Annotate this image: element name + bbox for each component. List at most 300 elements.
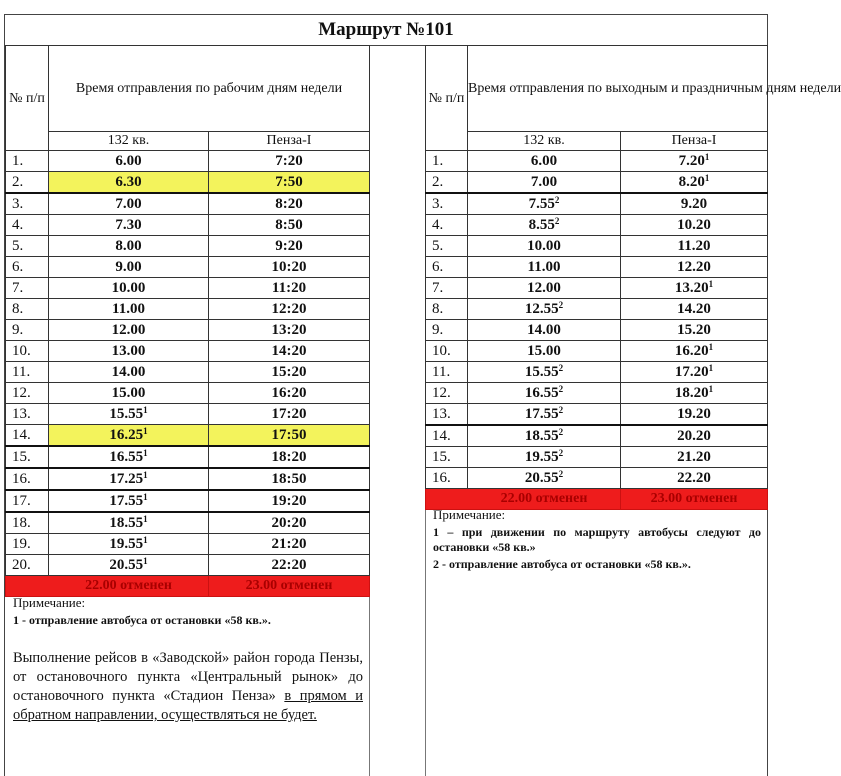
- departure-132kv: [468, 278, 621, 299]
- row-number-value: 9.: [12, 321, 24, 338]
- row-number: [6, 362, 49, 383]
- row-number-value: 9.: [432, 321, 444, 338]
- schedule-row: [426, 172, 768, 194]
- departure-penza: [621, 404, 768, 426]
- row-number-value: 10.: [12, 342, 31, 359]
- departure-penza: [209, 446, 370, 468]
- departure-132kv-value: 11.00: [112, 300, 145, 317]
- departure-132kv: [49, 425, 209, 447]
- departure-penza: [209, 425, 370, 447]
- departure-132kv-value: 6.30: [115, 173, 142, 190]
- row-number: [426, 257, 468, 278]
- departure-penza: [209, 193, 370, 215]
- cancelled-blank: [6, 576, 49, 597]
- departure-132kv-value: 17.55: [109, 492, 144, 509]
- schedule-row: [426, 278, 768, 299]
- departure-132kv: [468, 215, 621, 236]
- departure-penza-value: 10.20: [677, 216, 711, 233]
- departure-penza-value: 19:20: [271, 492, 307, 509]
- departure-132kv-value: 17.25: [109, 470, 144, 487]
- departure-penza: [209, 341, 370, 362]
- departure-132kv-value: 8.00: [115, 237, 142, 254]
- departure-penza-value: 22.20: [677, 469, 711, 486]
- departure-132kv-value: 18.55: [524, 427, 559, 444]
- footnote-mark: 2: [558, 299, 564, 310]
- departure-penza-value: 15.20: [677, 321, 711, 338]
- departure-penza: [621, 151, 768, 172]
- departure-penza-value: 16:20: [271, 384, 307, 401]
- departure-penza: [209, 404, 370, 425]
- row-number-value: 10.: [432, 342, 451, 359]
- departure-132kv: [49, 257, 209, 278]
- schedule-row: [6, 404, 370, 425]
- weekday-table: [5, 45, 370, 597]
- row-number: [6, 299, 49, 320]
- schedule-row: [6, 320, 370, 341]
- departure-132kv-value: 16.55: [109, 448, 144, 465]
- row-number: [6, 425, 49, 447]
- row-number: [426, 299, 468, 320]
- row-number-value: 11.: [12, 363, 31, 380]
- row-number-value: 6.: [12, 258, 24, 275]
- row-number-value: 1.: [432, 152, 444, 169]
- departure-132kv: [49, 299, 209, 320]
- departure-132kv-value: 14.00: [111, 363, 146, 380]
- departure-penza-value: 21.20: [677, 448, 711, 465]
- row-number: [426, 172, 468, 194]
- schedule-row: [6, 172, 370, 194]
- row-number: [426, 278, 468, 299]
- departure-penza: [209, 257, 370, 278]
- row-number: [426, 362, 468, 383]
- stop-132kv-header: 132 кв.: [468, 132, 621, 151]
- footnote-mark: 1: [143, 469, 148, 480]
- route-notice-paragraph: [13, 649, 363, 725]
- schedule-row: [426, 383, 768, 404]
- schedule-row: [6, 299, 370, 320]
- departure-132kv: [49, 555, 209, 576]
- departure-penza-value: 14:20: [271, 342, 307, 359]
- schedule-row: [426, 193, 768, 215]
- departure-penza: [209, 299, 370, 320]
- departure-penza-value: 12.20: [677, 258, 711, 275]
- row-number: [6, 151, 49, 172]
- notice-underlined-text: в прямом и обратном направлении, осуществляться не будет.: [13, 688, 363, 723]
- departure-penza-value: 21:20: [271, 535, 307, 552]
- departure-132kv: [468, 404, 621, 426]
- departure-132kv: [468, 236, 621, 257]
- row-number-value: 19.: [12, 535, 31, 552]
- row-number-value: 8.: [12, 300, 24, 317]
- departure-penza: [621, 257, 768, 278]
- footnote-mark: 1: [708, 383, 714, 394]
- schedule-row: [6, 193, 370, 215]
- footnote-mark: 1: [708, 278, 714, 289]
- stop-132kv-header: 132 кв.: [49, 132, 209, 151]
- row-number: [6, 172, 49, 194]
- row-number: [426, 404, 468, 426]
- row-number-value: 15.: [432, 448, 451, 465]
- row-number-value: 6.: [432, 258, 444, 275]
- schedule-row: [6, 362, 370, 383]
- departure-penza-value: 20.20: [677, 427, 711, 444]
- departure-penza-value: 7:50: [275, 173, 303, 190]
- departure-132kv: [49, 215, 209, 236]
- notice-text: Выполнение рейсов в «Заводской» район города Пензы, от остановочного пункта «Центральный рынок» до остановочного пункта «Стадион Пенза»: [13, 650, 363, 704]
- departure-penza-value: 8:50: [275, 216, 303, 233]
- left-note-title: Примечание:: [13, 595, 86, 610]
- departure-penza-value: 11:20: [271, 279, 307, 296]
- row-number-value: 13.: [432, 405, 451, 422]
- departure-132kv-value: 10.00: [527, 237, 561, 254]
- row-number: [6, 236, 49, 257]
- departure-132kv-value: 19.55: [109, 535, 144, 552]
- departure-132kv-value: 6.00: [530, 152, 558, 169]
- departure-penza: [621, 278, 768, 299]
- departure-penza: [621, 383, 768, 404]
- departure-penza-value: 12:20: [271, 300, 307, 317]
- departure-132kv-value: 16.25: [109, 426, 144, 443]
- row-number: [6, 278, 49, 299]
- departure-132kv: [468, 151, 621, 172]
- departure-132kv: [49, 151, 209, 172]
- departure-132kv: [468, 172, 621, 194]
- departure-132kv-value: 13.00: [111, 342, 146, 359]
- departure-penza: [621, 468, 768, 489]
- departure-penza: [621, 193, 768, 215]
- row-number-value: 7.: [432, 279, 444, 296]
- departure-penza-value: 18:50: [271, 470, 307, 487]
- departure-penza: [621, 236, 768, 257]
- schedule-row: [426, 468, 768, 489]
- departure-132kv: [49, 383, 209, 404]
- departure-132kv-value: 12.00: [527, 279, 561, 296]
- departure-132kv-value: 18.55: [109, 514, 144, 531]
- cancelled-departure: 22.00 отменен: [49, 576, 209, 597]
- row-number: [6, 320, 49, 341]
- departure-132kv-value: 15.00: [527, 342, 561, 359]
- departure-132kv-value: 8.55: [528, 216, 555, 233]
- row-number-value: 8.: [432, 300, 444, 317]
- footnote-mark: 2: [558, 404, 564, 415]
- schedule-sheet: [4, 14, 841, 776]
- right-note-title: Примечание:: [433, 507, 506, 522]
- departure-penza-value: 13.20: [674, 279, 709, 296]
- departure-penza-value: 11.20: [677, 237, 711, 254]
- schedule-row: [6, 425, 370, 447]
- departure-penza: [209, 151, 370, 172]
- footnote-mark: 1: [708, 341, 714, 352]
- footnote-mark: 1: [143, 555, 148, 566]
- departure-132kv: [468, 425, 621, 447]
- departure-penza-value: 10:20: [271, 258, 307, 275]
- footnote-mark: 1: [704, 151, 710, 162]
- cancelled-departure: 23.00 отменен: [621, 489, 768, 510]
- row-number-value: 4.: [432, 216, 444, 233]
- departure-penza: [621, 299, 768, 320]
- departure-132kv: [468, 341, 621, 362]
- departure-132kv: [468, 383, 621, 404]
- row-number: [426, 236, 468, 257]
- route-title: Маршрут №101: [5, 15, 767, 46]
- schedule-row: [426, 257, 768, 278]
- departure-132kv: [468, 362, 621, 383]
- departure-penza: [621, 362, 768, 383]
- row-number-value: 2.: [12, 173, 24, 190]
- departure-132kv-value: 10.00: [111, 279, 146, 296]
- departure-132kv: [49, 278, 209, 299]
- departure-132kv-value: 15.00: [111, 384, 146, 401]
- footnote-mark: 1: [143, 513, 148, 524]
- row-number: [6, 341, 49, 362]
- row-number: [6, 404, 49, 425]
- departure-132kv: [49, 490, 209, 512]
- row-number-value: 3.: [432, 195, 444, 212]
- departure-penza: [621, 425, 768, 447]
- row-number: [426, 193, 468, 215]
- departure-penza-value: 7.20: [678, 152, 705, 169]
- schedule-row: [426, 404, 768, 426]
- row-number-value: 1.: [12, 152, 24, 169]
- row-number: [6, 383, 49, 404]
- right-note-2: 2 - отправление автобуса от остановки «58 кв.».: [433, 557, 691, 571]
- departure-132kv: [49, 172, 209, 194]
- departure-132kv: [468, 447, 621, 468]
- row-number: [426, 468, 468, 489]
- schedule-row: [426, 215, 768, 236]
- departure-penza: [621, 320, 768, 341]
- departure-132kv-value: 12.00: [111, 321, 146, 338]
- departure-132kv-value: 7.30: [115, 216, 142, 233]
- row-number-value: 20.: [12, 556, 31, 573]
- departure-penza-value: 19.20: [677, 405, 711, 422]
- departure-penza: [209, 490, 370, 512]
- footnote-mark: 2: [554, 215, 560, 226]
- departure-penza: [209, 320, 370, 341]
- row-number: [6, 257, 49, 278]
- row-number-value: 11.: [432, 363, 451, 380]
- schedule-row: [6, 468, 370, 490]
- departure-132kv: [49, 468, 209, 490]
- departure-penza-value: 8:20: [275, 195, 303, 212]
- departure-penza: [209, 555, 370, 576]
- row-number-value: 15.: [12, 448, 31, 465]
- row-number-value: 7.: [12, 279, 24, 296]
- footnote-mark: 2: [558, 383, 564, 394]
- footnote-mark: 2: [554, 194, 560, 205]
- departure-132kv: [49, 320, 209, 341]
- departure-132kv-value: 9.00: [115, 258, 142, 275]
- row-number: [6, 468, 49, 490]
- footnote-mark: 2: [558, 447, 564, 458]
- row-number-value: 17.: [12, 492, 31, 509]
- departure-penza-value: 14.20: [677, 300, 711, 317]
- row-number: [426, 425, 468, 447]
- departure-132kv: [49, 362, 209, 383]
- row-number-value: 16.: [432, 469, 451, 486]
- row-number-value: 5.: [12, 237, 24, 254]
- row-number-value: 14.: [432, 427, 451, 444]
- departure-132kv: [468, 193, 621, 215]
- row-number: [6, 512, 49, 534]
- footnote-mark: 2: [558, 362, 564, 373]
- departure-132kv-value: 7.55: [528, 195, 555, 212]
- cancelled-departure: 23.00 отменен: [209, 576, 370, 597]
- row-number-value: 5.: [432, 237, 444, 254]
- departure-penza: [209, 215, 370, 236]
- schedule-row: [6, 151, 370, 172]
- departure-penza: [209, 383, 370, 404]
- departure-132kv: [49, 193, 209, 215]
- departure-penza-value: 8.20: [678, 173, 705, 190]
- departure-penza: [621, 215, 768, 236]
- departure-132kv: [49, 446, 209, 468]
- departure-penza: [209, 362, 370, 383]
- schedule-row: [6, 555, 370, 576]
- departure-penza: [209, 278, 370, 299]
- cancelled-row: [6, 576, 370, 597]
- departure-penza-value: 7:20: [275, 152, 303, 169]
- schedule-row: [6, 341, 370, 362]
- stop-penza-header: Пенза-I: [621, 132, 768, 151]
- schedule-row: [6, 278, 370, 299]
- departure-penza-value: 17.20: [674, 363, 709, 380]
- departure-penza-value: 22:20: [271, 556, 307, 573]
- row-number: [6, 193, 49, 215]
- row-number-value: 16.: [12, 470, 31, 487]
- schedule-row: [426, 299, 768, 320]
- row-number-value: 4.: [12, 216, 24, 233]
- departure-penza: [621, 447, 768, 468]
- departure-132kv: [49, 404, 209, 425]
- departure-132kv: [49, 236, 209, 257]
- departure-penza-value: 15:20: [271, 363, 307, 380]
- footnote-mark: 1: [143, 404, 148, 415]
- schedule-row: [426, 236, 768, 257]
- row-number: [6, 490, 49, 512]
- footnote-mark: 1: [143, 447, 148, 458]
- departure-penza-value: 16.20: [674, 342, 709, 359]
- schedule-row: [6, 236, 370, 257]
- footnote-mark: 1: [143, 534, 148, 545]
- departure-132kv: [49, 534, 209, 555]
- schedule-row: [6, 490, 370, 512]
- num-header: № п/п: [426, 46, 468, 151]
- row-number: [6, 555, 49, 576]
- num-header: № п/п: [6, 46, 49, 151]
- departure-penza: [209, 172, 370, 194]
- row-number-value: 3.: [12, 195, 24, 212]
- departure-penza-value: 9:20: [275, 237, 303, 254]
- schedule-row: [426, 151, 768, 172]
- departure-132kv: [49, 341, 209, 362]
- footnote-mark: 1: [143, 425, 148, 436]
- schedule-row: [426, 425, 768, 447]
- footnote-mark: 1: [708, 362, 714, 373]
- schedule-row: [426, 362, 768, 383]
- departure-132kv: [49, 512, 209, 534]
- row-number: [426, 447, 468, 468]
- row-number-value: 12.: [12, 384, 31, 401]
- weekend-table: [425, 45, 841, 510]
- schedule-row: [426, 447, 768, 468]
- row-number-value: 2.: [432, 173, 444, 190]
- right-note-1: 1 – при движении по маршруту автобусы следуют до остановки «58 кв.»: [433, 525, 761, 554]
- departure-penza-value: 9.20: [680, 195, 708, 212]
- departure-132kv-value: 14.00: [527, 321, 561, 338]
- departure-penza: [621, 341, 768, 362]
- footnote-mark: 1: [704, 172, 710, 183]
- row-number-value: 12.: [432, 384, 451, 401]
- departure-penza-value: 18:20: [271, 448, 307, 465]
- cancelled-departure: 22.00 отменен: [468, 489, 621, 510]
- departure-penza-value: 18.20: [674, 384, 709, 401]
- departure-132kv-value: 19.55: [524, 448, 559, 465]
- row-number: [6, 446, 49, 468]
- left-note-1: 1 - отправление автобуса от остановки «58 кв.».: [13, 613, 271, 627]
- departure-132kv: [468, 257, 621, 278]
- departure-132kv-value: 17.55: [524, 405, 559, 422]
- row-number-value: 13.: [12, 405, 31, 422]
- departure-132kv-value: 20.55: [109, 556, 144, 573]
- departure-132kv-value: 7.00: [115, 195, 142, 212]
- row-number: [426, 341, 468, 362]
- departure-132kv: [468, 299, 621, 320]
- departure-penza: [209, 236, 370, 257]
- schedule-row: [6, 446, 370, 468]
- schedule-row: [6, 512, 370, 534]
- schedule-row: [426, 320, 768, 341]
- row-number: [426, 383, 468, 404]
- schedule-row: [6, 257, 370, 278]
- departure-132kv-value: 15.55: [109, 405, 144, 422]
- departure-132kv-value: 12.55: [524, 300, 559, 317]
- departure-penza: [209, 512, 370, 534]
- row-number-value: 18.: [12, 514, 31, 531]
- departure-132kv: [468, 468, 621, 489]
- row-number-value: 14.: [12, 426, 31, 443]
- footnote-mark: 2: [558, 468, 564, 479]
- departure-penza-value: 17:20: [271, 405, 307, 422]
- departure-132kv-value: 6.00: [115, 152, 142, 169]
- schedule-row: [426, 341, 768, 362]
- departure-132kv-value: 20.55: [524, 469, 559, 486]
- departure-penza: [621, 172, 768, 194]
- schedule-row: [6, 534, 370, 555]
- departure-penza-value: 20:20: [271, 514, 307, 531]
- weekend-time-header: Время отправления по выходным и праздничным дням недели: [468, 46, 768, 132]
- schedule-row: [6, 215, 370, 236]
- schedule-row: [6, 383, 370, 404]
- departure-132kv-value: 7.00: [530, 173, 558, 190]
- departure-132kv-value: 15.55: [524, 363, 559, 380]
- weekday-time-header: Время отправления по рабочим дням недели: [49, 46, 370, 132]
- row-number: [6, 534, 49, 555]
- departure-penza-value: 13:20: [271, 321, 307, 338]
- row-number: [426, 320, 468, 341]
- departure-132kv-value: 16.55: [524, 384, 559, 401]
- departure-penza: [209, 468, 370, 490]
- row-number: [6, 215, 49, 236]
- stop-penza-header: Пенза-I: [209, 132, 370, 151]
- footnote-mark: 1: [143, 491, 148, 502]
- departure-penza-value: 17:50: [271, 426, 307, 443]
- departure-132kv: [468, 320, 621, 341]
- footnote-mark: 2: [558, 426, 564, 437]
- row-number: [426, 151, 468, 172]
- departure-penza: [209, 534, 370, 555]
- departure-132kv-value: 11.00: [527, 258, 561, 275]
